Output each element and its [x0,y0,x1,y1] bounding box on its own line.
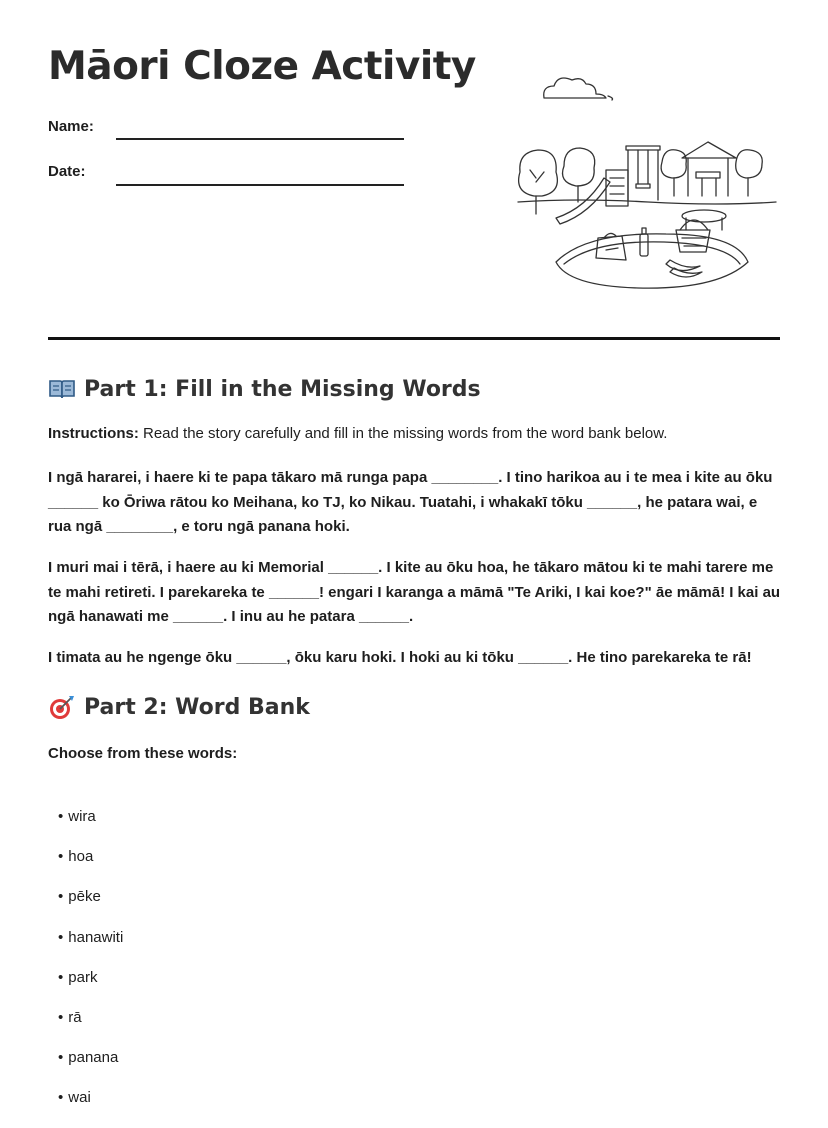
instructions-label: Instructions: [48,425,139,442]
part2-heading-text: Part 2: Word Bank [84,694,310,720]
word-bank-item: • pēke [58,886,123,926]
banana-icon [666,260,702,277]
word-bank-item: • hoa [58,846,123,886]
name-label: Name: [48,118,94,135]
part1-heading [48,376,481,402]
word-bank-list [58,806,123,1128]
swing-icon [626,146,660,200]
picnic-basket-icon [676,220,710,252]
tree-icon [661,150,686,196]
word-bank-item: • wai [58,1087,123,1127]
tree-icon [563,148,595,202]
story-paragraph-3: I timata au he ngenge ōku ______, ōku karu hoki. I hoki au ki tōku ______. He tino parekareka te rā! [48,649,752,666]
picnic-table-icon [682,210,726,230]
date-label: Date: [48,163,86,180]
tree-icon [519,150,558,214]
word-bank-label: Choose from these words: [48,745,238,762]
date-field[interactable] [116,184,404,186]
part2-heading [48,694,310,720]
cloud-icon [544,78,613,100]
part1-heading-text: Part 1: Fill in the Missing Words [84,376,481,402]
word-bank-item: • hanawiti [58,927,123,967]
picnic-blanket-icon [556,234,748,288]
section-divider [48,337,780,340]
gazebo-icon [682,142,736,196]
page-title: Māori Cloze Activity [48,44,476,89]
name-field[interactable] [116,138,404,140]
word-bank-item: • wira [58,806,123,846]
instructions [48,425,788,442]
story-paragraph-1: I ngā hararei, i haere ki te papa tākaro mā runga papa ________. I tino harikoa au i te mea i kite au ōku ______ ko Ōriwa rātou ko Meihana, ko TJ, ko Nikau. Tuatahi, i whakakī tōku ______, he patara wai, e rua ngā ________, e toru ngā panana hoki. [48,469,773,535]
word-bank-item: • park [58,967,123,1007]
park-picnic-illustration [512,66,782,298]
word-bank-item: • panana [58,1047,123,1087]
story-paragraph-2: I muri mai i tērā, i haere au ki Memorial ______. I kite au ōku hoa, he tākaro mātou ki te mahi tarere me te mahi retireti. I parekareka te ______! engari I karanga a māmā "Te Ariki, I kai koe?" āe māmā! I kai au ngā hanawati me ______. I inu au he patara ______. [48,559,781,625]
target-icon [48,694,76,720]
word-bank-item: • rā [58,1007,123,1047]
instructions-text: Read the story carefully and fill in the missing words from the word bank below. [138,425,668,442]
tree-icon [736,150,763,196]
open-book-icon [48,376,76,402]
slide-icon [556,170,628,224]
